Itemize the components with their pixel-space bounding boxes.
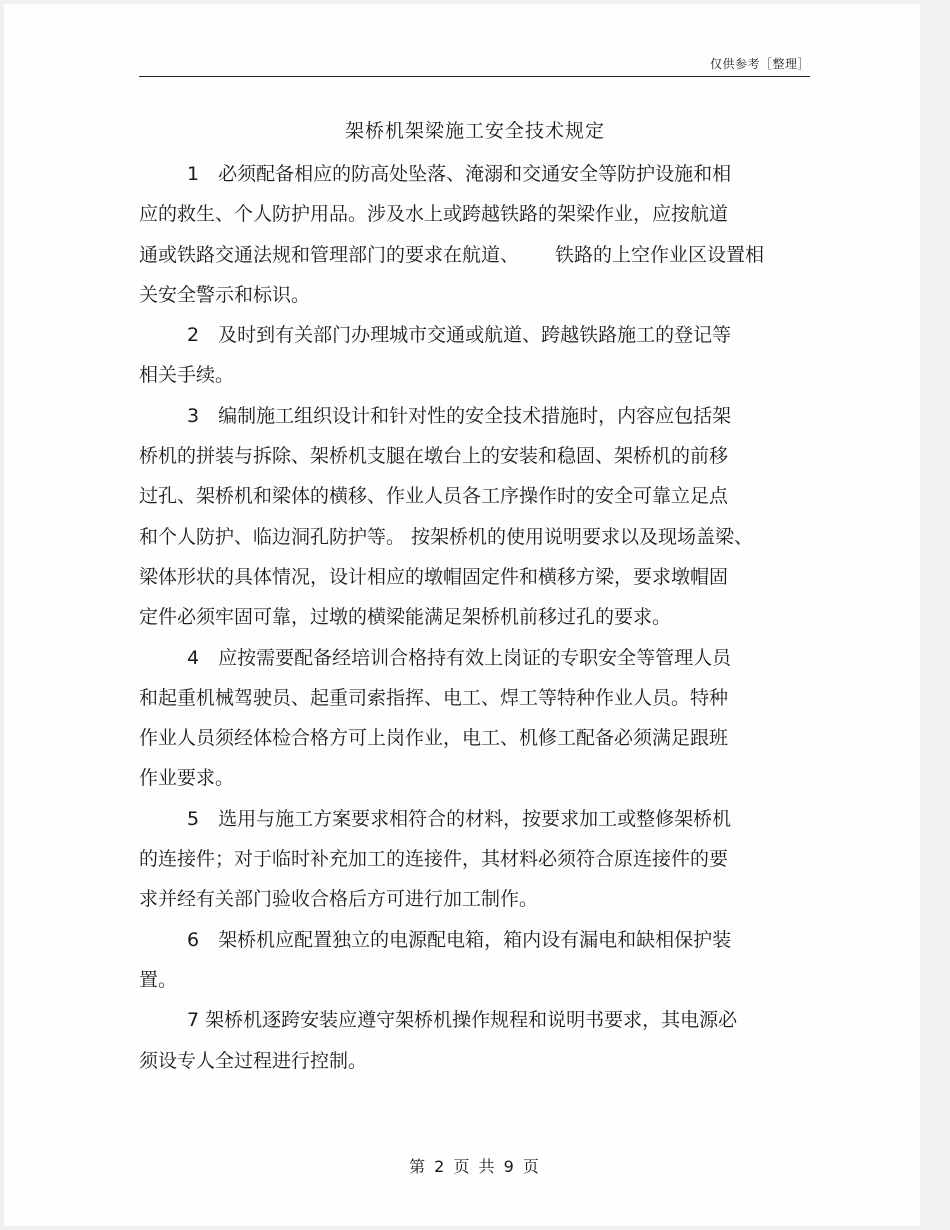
header-note: 仅供参考［整理］ [709, 57, 810, 71]
paragraph-3 [139, 396, 819, 638]
header-divider [139, 76, 810, 77]
page-number: 第 2 页 共 9 页 [409, 1157, 541, 1176]
paragraph-line: 关安全警示和标识。 [139, 283, 311, 306]
paragraph-line: 梁体形状的具体情况，设计相应的墩帽固定件和横移方梁，要求墩帽固 [139, 565, 729, 588]
document-body [139, 154, 819, 1081]
paragraph-line: 6 架桥机应配置独立的电源配电箱，箱内设有漏电和缺相保护装 [187, 928, 732, 951]
paragraph-line: 和起重机械驾驶员、起重司索指挥、电工、焊工等特种作业人员。特种 [139, 686, 729, 709]
paragraph-line: 作业要求。 [139, 767, 235, 790]
paragraph-line: 1 必须配备相应的防高处坠落、淹溺和交通安全等防护设施和相 [187, 163, 732, 185]
paragraph-7 [139, 1000, 819, 1081]
paragraph-line: 5 选用与施工方案要求相符合的材料，按要求加工或整修架桥机 [187, 807, 732, 830]
paragraph-line: 4 应按需要配备经培训合格持有效上岗证的专职安全等管理人员 [187, 646, 732, 669]
paragraph-line [139, 235, 819, 275]
paragraph-2 [139, 315, 819, 396]
paragraph-line: 定件必须牢固可靠，过墩的横梁能满足架桥机前移过孔的要求。 [139, 606, 672, 629]
paragraph-6 [139, 920, 819, 1001]
paragraph-line-part: 铁路的上空作业区设置相 [555, 243, 765, 266]
paragraph-line: 2 及时到有关部门办理城市交通或航道、跨越铁路施工的登记等 [187, 324, 732, 347]
paragraph-line: 3 编制施工组织设计和针对性的安全技术措施时，内容应包括架 [187, 404, 732, 427]
paragraph-5 [139, 799, 819, 920]
document-title: 架桥机架梁施工安全技术规定 [344, 120, 605, 142]
paragraph-line: 的连接件；对于临时补充加工的连接件，其材料必须符合原连接件的要 [139, 848, 729, 871]
paragraph-line: 须设专人全过程进行控制。 [139, 1049, 368, 1072]
paragraph-4 [139, 638, 819, 799]
paragraph-line: 应的救生、个人防护用品。涉及水上或跨越铁路的架梁作业，应按航道 [139, 203, 729, 226]
paragraph-line: 7 架桥机逐跨安装应遵守架桥机操作规程和说明书要求，其电源必 [187, 1009, 738, 1032]
paragraph-line: 和个人防护、临边洞孔防护等。 按架桥机的使用说明要求以及现场盖梁、 [139, 525, 754, 548]
paragraph-line: 过孔、架桥机和梁体的横移、作业人员各工序操作时的安全可靠立足点 [139, 485, 729, 508]
paragraph-line: 求并经有关部门验收合格后方可进行加工制作。 [139, 888, 539, 911]
paragraph-1 [139, 154, 819, 315]
paragraph-line-part: 通或铁路交通法规和管理部门的要求在航道、 [139, 243, 520, 266]
paragraph-line: 置。 [139, 968, 178, 991]
paragraph-line: 相关手续。 [139, 364, 235, 387]
paragraph-line: 桥机的拼装与拆除、架桥机支腿在墩台上的安装和稳固、架桥机的前移 [139, 445, 729, 468]
paragraph-line: 作业人员须经体检合格方可上岗作业，电工、机修工配备必须满足跟班 [139, 727, 729, 750]
